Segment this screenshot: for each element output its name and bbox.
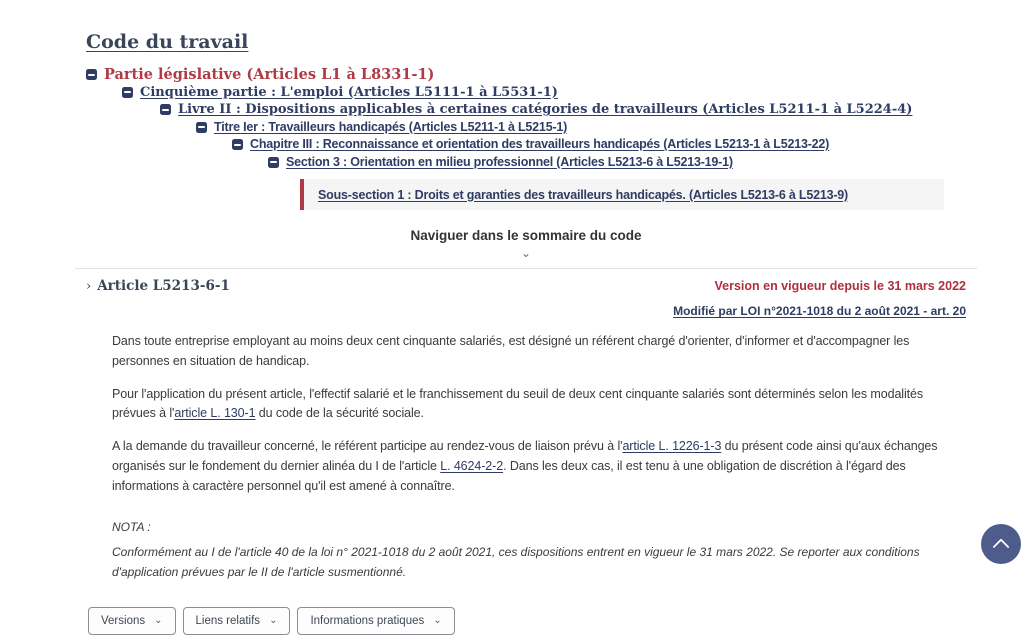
informations-pratiques-button-label: Informations pratiques xyxy=(310,614,425,627)
article-title-label: Article L5213-6-1 xyxy=(97,278,230,294)
collapse-icon[interactable] xyxy=(196,122,207,133)
article-body xyxy=(112,332,942,496)
toc-item-cinquieme-partie xyxy=(122,84,966,102)
toc-link-cinquieme-partie[interactable]: Cinquième partie : L'emploi (Articles L5111-1 à L5531-1) xyxy=(140,84,558,100)
nota-text: Conformément au I de l'article 40 de la loi n° 2021-1018 du 2 août 2021, ces dispositions entrent en vigueur le 31 mars 2022. Se reporter aux conditions d'application prévues par le II de l'article susmentionné. xyxy=(112,545,920,579)
toc-item-partie-legislative xyxy=(86,66,966,84)
article-header xyxy=(86,278,966,294)
liens-relatifs-button[interactable] xyxy=(183,607,291,635)
page-title[interactable]: Code du travail xyxy=(86,31,249,53)
collapse-icon[interactable] xyxy=(86,69,97,80)
toc-link-chapitre-3[interactable]: Chapitre III : Reconnaissance et orientation des travailleurs handicapés (Articles L5213-1 à L5213-22) xyxy=(250,137,830,151)
collapse-icon[interactable] xyxy=(122,87,133,98)
nota-label: NOTA : xyxy=(112,520,151,535)
informations-pratiques-button[interactable] xyxy=(297,607,454,635)
liens-relatifs-button-label: Liens relatifs xyxy=(195,614,261,627)
collapse-icon[interactable] xyxy=(160,104,171,115)
version-status: Version en vigueur depuis le 31 mars 2022 xyxy=(714,278,966,293)
toc-item-section-3 xyxy=(268,154,966,172)
article-reference-link[interactable]: L. 4624-2-2 xyxy=(440,458,504,473)
modified-by-row xyxy=(86,302,966,320)
toc-item-chapitre-3 xyxy=(232,136,966,154)
toc-link-sous-section-1[interactable]: Sous-section 1 : Droits et garanties des travailleurs handicapés. (Articles L5213-6 à L5213-9) xyxy=(318,187,849,202)
chevron-down-icon: ⌄ xyxy=(154,614,163,626)
navigate-summary-label: Naviguer dans le sommaire du code xyxy=(410,228,642,243)
versions-button[interactable] xyxy=(88,607,176,635)
chevron-down-icon: ⌄ xyxy=(433,614,442,626)
article-paragraph: Pour l'application du présent article, l'effectif salarié et le franchissement du seuil de deux cent cinquante salariés sont déterminés selon les modalités prévues à l'article L. 130-1 du code de la sécurité sociale. xyxy=(112,386,924,421)
article-title[interactable] xyxy=(86,278,230,294)
toc-link-livre-2[interactable]: Livre II : Dispositions applicables à certaines catégories de travailleurs (Articles L5211-1 à L5224-4) xyxy=(178,102,913,117)
chevron-down-icon: ⌄ xyxy=(269,614,278,626)
article-reference-link[interactable]: article L. 1226-1-3 xyxy=(622,439,722,453)
collapse-icon[interactable] xyxy=(232,139,243,150)
toc-item-livre-2 xyxy=(160,101,966,119)
article-section xyxy=(86,278,966,582)
toc-link-partie-legislative[interactable]: Partie législative (Articles L1 à L8331-1) xyxy=(104,66,435,83)
modified-by-link[interactable]: Modifié par LOI n°2021-1018 du 2 août 2021 - art. 20 xyxy=(673,304,966,318)
article-actions xyxy=(88,607,966,635)
nota-block xyxy=(112,518,942,582)
article-paragraph: Dans toute entreprise employant au moins deux cent cinquante salariés, est désigné un référent chargé d'orienter, d'informer et d'accompagner les personnes en situation de handicap. xyxy=(112,334,910,368)
article-paragraph: A la demande du travailleur concerné, le référent participe au rendez-vous de liaison prévu à l'article L. 1226-1-3 du présent code ainsi qu'aux échanges organisés sur le fondement du dernier alinéa du I de l'article L. 4624-2-2. Dans les deux cas, il est tenu à une obligation de discrétion à l'égard des informations à caractère personnel qu'il est amené à connaître. xyxy=(112,439,938,493)
versions-button-label: Versions xyxy=(101,614,146,627)
collapse-icon[interactable] xyxy=(268,157,279,168)
article-reference-link[interactable]: article L. 130-1 xyxy=(174,406,256,421)
scroll-to-top-button[interactable] xyxy=(981,524,1021,564)
navigate-summary-toggle[interactable] xyxy=(86,227,966,258)
chevron-down-icon: ⌄ xyxy=(520,246,532,260)
chevron-up-icon xyxy=(993,538,1010,555)
toc-current-subsection[interactable] xyxy=(300,179,944,210)
code-toc-tree xyxy=(86,66,966,210)
section-divider xyxy=(75,268,977,269)
chevron-right-icon: › xyxy=(86,278,92,294)
toc-link-section-3[interactable]: Section 3 : Orientation en milieu professionnel (Articles L5213-6 à L5213-19-1) xyxy=(286,154,733,169)
toc-link-titre-1[interactable]: Titre Ier : Travailleurs handicapés (Articles L5211-1 à L5215-1) xyxy=(214,119,568,134)
toc-item-titre-1 xyxy=(196,119,966,137)
